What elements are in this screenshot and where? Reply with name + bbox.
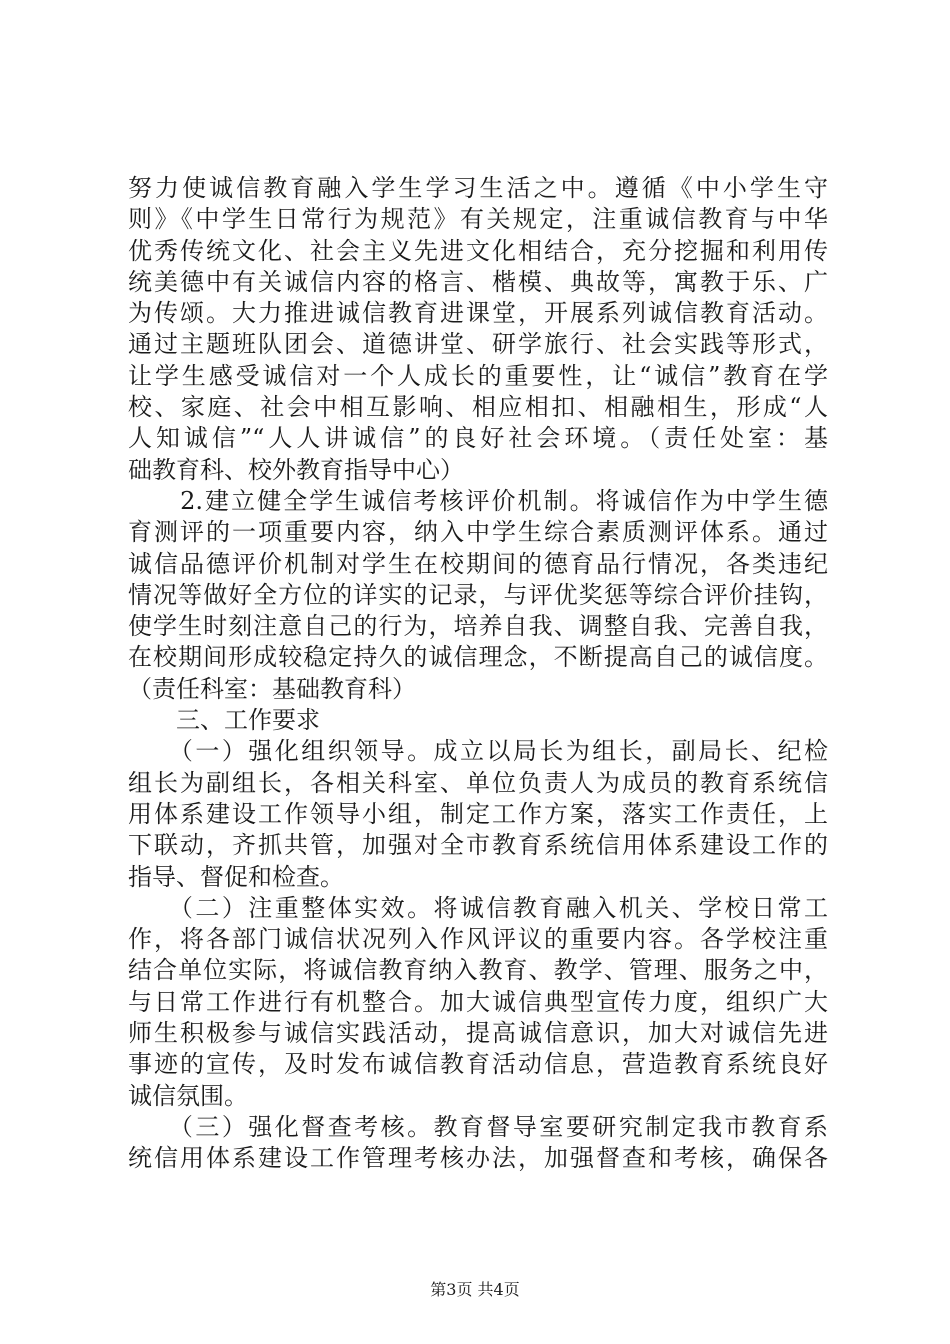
- text-line: 使学生时刻注意自己的行为，培养自我、调整自我、完善自我，: [128, 612, 828, 641]
- text-line: （责任科室：基础教育科）: [128, 674, 416, 703]
- text-line: 结合单位实际，将诚信教育纳入教育、教学、管理、服务之中，: [128, 956, 828, 985]
- text-line: 组长为副组长，各相关科室、单位负责人为成员的教育系统信: [128, 768, 828, 797]
- text-line: 作，将各部门诚信状况列入作风评议的重要内容。各学校注重: [128, 925, 828, 954]
- text-line: 师生积极参与诚信实践活动，提高诚信意识，加大对诚信先进: [128, 1019, 828, 1048]
- text-line: 与日常工作进行有机整合。加大诚信典型宣传力度，组织广大: [128, 987, 828, 1016]
- text-line: 础教育科、校外教育指导中心）: [128, 455, 464, 484]
- text-line: 2.建立健全学生诚信考核评价机制。将诚信作为中学生德: [128, 486, 828, 515]
- body-text: [128, 173, 828, 1175]
- text-line: 校、家庭、社会中相互影响、相应相扣、相融相生，形成“人: [128, 393, 828, 422]
- text-line: 指导、督促和检查。: [128, 862, 344, 891]
- text-line: 为传颂。大力推进诚信教育进课堂，开展系列诚信教育活动。: [128, 299, 828, 328]
- text-line: （三）强化督查考核。教育督导室要研究制定我市教育系: [128, 1112, 828, 1141]
- text-line: （二）注重整体实效。将诚信教育融入机关、学校日常工: [128, 893, 828, 922]
- text-line: 诚信品德评价机制对学生在校期间的德育品行情况，各类违纪: [128, 549, 828, 578]
- text-line: 统信用体系建设工作管理考核办法，加强督查和考核，确保各: [128, 1144, 828, 1173]
- text-line: 努力使诚信教育融入学生学习生活之中。遵循《中小学生守: [128, 174, 828, 202]
- text-line: （一）强化组织领导。成立以局长为组长，副局长、纪检: [128, 737, 828, 766]
- text-line: 则》《中学生日常行为规范》有关规定，注重诚信教育与中华: [128, 205, 828, 234]
- text-line: 通过主题班队团会、道德讲堂、研学旅行、社会实践等形式，: [128, 330, 828, 359]
- text-line: 在校期间形成较稳定持久的诚信理念，不断提高自己的诚信度。: [128, 643, 828, 672]
- text-line: 优秀传统文化、社会主义先进文化相结合，充分挖掘和利用传: [128, 236, 828, 265]
- text-line: 下联动，齐抓共管，加强对全市教育系统信用体系建设工作的: [128, 831, 828, 860]
- text-line: 用体系建设工作领导小组，制定工作方案，落实工作责任，上: [128, 799, 828, 828]
- text-line: 统美德中有关诚信内容的格言、楷模、典故等，寓教于乐、广: [128, 267, 828, 296]
- page-number-footer: 第3页 共4页: [430, 1280, 520, 1299]
- section-heading: 三、工作要求: [128, 706, 320, 735]
- text-line: 事迹的宣传，及时发布诚信教育活动信息，营造教育系统良好: [128, 1050, 828, 1079]
- text-line: 情况等做好全方位的详实的记录，与评优奖惩等综合评价挂钩，: [128, 580, 828, 609]
- text-line: 让学生感受诚信对一个人成长的重要性，让“诚信”教育在学: [128, 361, 828, 390]
- text-line: 育测评的一项重要内容，纳入中学生综合素质测评体系。通过: [128, 518, 828, 547]
- text-line: 人知诚信”“人人讲诚信”的良好社会环境。（责任处室：基: [128, 424, 828, 453]
- text-line: 诚信氛围。: [128, 1081, 248, 1110]
